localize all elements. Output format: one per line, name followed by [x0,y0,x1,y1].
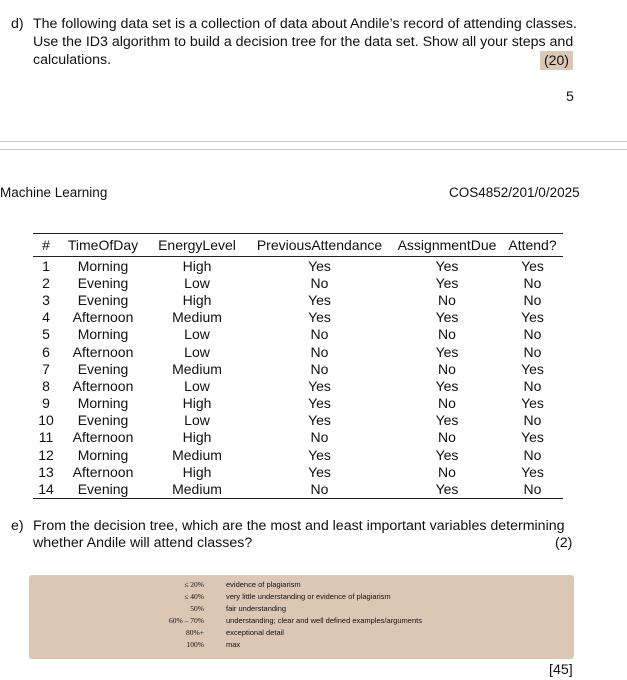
rubric-description: understanding; clear and well defined examples/arguments [226,616,422,625]
table-cell: Yes [308,377,331,394]
table-cell: High [182,257,212,274]
table-cell: No [438,291,456,308]
table-cell: High [182,429,212,446]
rubric-range: 80%+ [186,628,204,637]
header-course-title: Machine Learning [0,185,108,200]
table-row [33,412,563,429]
question-d-line3: calculations. [33,52,112,68]
table-row [33,291,563,308]
table-cell: 11 [38,429,54,446]
table-cell: Evening [77,360,129,377]
column-header: Attend? [502,234,563,257]
table-cell: Low [184,274,210,291]
table-cell: Yes [521,395,544,412]
table-cell: No [310,360,329,377]
table-cell: Morning [77,257,129,274]
table-cell: Yes [435,412,459,429]
table-row [33,326,563,343]
table-cell: Low [184,412,210,429]
page-divider-bottom [0,149,627,150]
table-cell: No [523,326,542,343]
rubric-description: very little understanding or evidence of plagiarism [226,592,391,601]
table-cell: Yes [521,309,544,326]
table-cell: Medium [172,446,222,463]
table-cell: No [310,343,329,360]
table-row [33,360,563,377]
column-header: TimeOfDay [59,234,147,257]
header-document-code: COS4852/201/0/2025 [449,185,580,200]
table-cell: 9 [42,395,50,412]
table-cell: Low [184,326,210,343]
table-cell: 10 [38,412,54,429]
table-cell: Yes [435,274,459,291]
table-cell: Afternoon [72,463,134,480]
table-cell: 12 [38,446,54,463]
rubric-description: max [226,640,241,649]
table-cell: Medium [147,480,247,498]
table-row [33,395,563,412]
question-e-label: e) [11,518,24,534]
table-cell: Yes [435,309,459,326]
table-cell: Yes [521,429,544,446]
rubric-range: 50% [190,604,204,613]
table-cell: No [523,343,542,360]
table-row [33,309,563,326]
table-cell: 5 [42,326,50,343]
table-cell: Yes [521,463,544,480]
table-row [33,463,563,480]
table-cell: Afternoon [72,377,134,394]
table-cell: Evening [77,291,129,308]
table-cell: No [523,291,542,308]
total-marks: [45] [549,662,573,678]
table-cell: Yes [308,412,331,429]
table-cell: No [502,480,563,498]
rubric-description: fair understanding [226,604,287,613]
table-cell: Yes [308,463,331,480]
rubric-range: ≤ 20% [184,580,204,589]
table-cell: Low [184,377,210,394]
table-cell: Yes [521,257,544,274]
table-cell: Low [184,343,210,360]
table-cell: 1 [42,257,50,274]
attendance-data-table [33,233,563,499]
table-cell: No [438,360,456,377]
table-cell: 3 [42,291,50,308]
table-cell: No [247,480,392,498]
table-cell: Afternoon [72,429,134,446]
table-cell: 4 [42,309,50,326]
table-cell: High [182,463,212,480]
table-cell: No [523,446,542,463]
question-e-line1: From the decision tree, which are the most and least important variables determining [33,518,565,534]
table-cell: No [523,412,542,429]
table-row [33,343,563,360]
table-cell: No [523,274,542,291]
rubric-range: 100% [186,640,204,649]
table-cell: No [438,463,456,480]
table-cell: Yes [435,446,459,463]
table-cell: Yes [308,446,331,463]
table-cell: 2 [42,274,50,291]
table-cell: Yes [392,480,502,498]
table-cell: Yes [435,257,459,274]
table-row [33,377,563,394]
question-e-marks: (2) [555,535,573,551]
column-header: AssignmentDue [392,234,502,257]
table-cell: No [310,274,329,291]
rubric-description: exceptional detail [226,628,284,637]
table-cell: Evening [59,480,147,498]
table-row [33,257,563,275]
table-cell: 8 [42,377,50,394]
table-row [33,274,563,291]
table-cell: 7 [42,360,50,377]
table-cell: Afternoon [72,309,134,326]
table-cell: Medium [172,360,222,377]
table-cell: No [438,326,456,343]
question-d-marks: (20) [540,51,573,70]
table-cell: Evening [77,274,129,291]
table-cell: Evening [77,412,129,429]
table-cell: 14 [33,480,59,498]
table-cell: High [182,395,212,412]
table-row [33,446,563,463]
table-cell: 13 [38,463,54,480]
rubric-description: evidence of plagiarism [226,580,301,589]
table-cell: Afternoon [72,343,134,360]
question-d-line1: The following data set is a collection of data about Andile’s record of attending classes. [33,16,577,32]
table-cell: Morning [77,446,129,463]
table-row [33,429,563,446]
question-e-line2: whether Andile will attend classes? [33,535,253,551]
table-cell: No [310,429,329,446]
table-cell: Morning [77,326,129,343]
table-cell: Yes [308,395,331,412]
table-cell: 6 [42,343,50,360]
table-cell: No [523,377,542,394]
rubric-range: ≤ 40% [184,592,204,601]
rubric-range: 60% – 70% [169,616,204,625]
page-number: 5 [566,89,574,105]
marking-rubric [29,575,574,659]
column-header: EnergyLevel [147,234,247,257]
column-header: # [33,234,59,257]
table-cell: No [438,395,456,412]
column-header: PreviousAttendance [247,234,392,257]
table-cell: Yes [521,360,544,377]
table-cell: No [438,429,456,446]
page-divider-top [0,141,627,142]
table-cell: Yes [308,309,331,326]
table-cell: Yes [308,257,331,274]
question-d-label: d) [11,16,24,32]
table-row [33,480,563,498]
table-cell: Morning [77,395,129,412]
table-header-row [33,234,563,257]
table-cell: Yes [435,377,459,394]
question-d-line2: Use the ID3 algorithm to build a decision tree for the data set. Show all your steps and [33,34,574,50]
table-cell: High [182,291,212,308]
table-cell: Yes [308,291,331,308]
table-cell: Yes [435,343,459,360]
table-cell: Medium [172,309,222,326]
table-cell: No [310,326,329,343]
